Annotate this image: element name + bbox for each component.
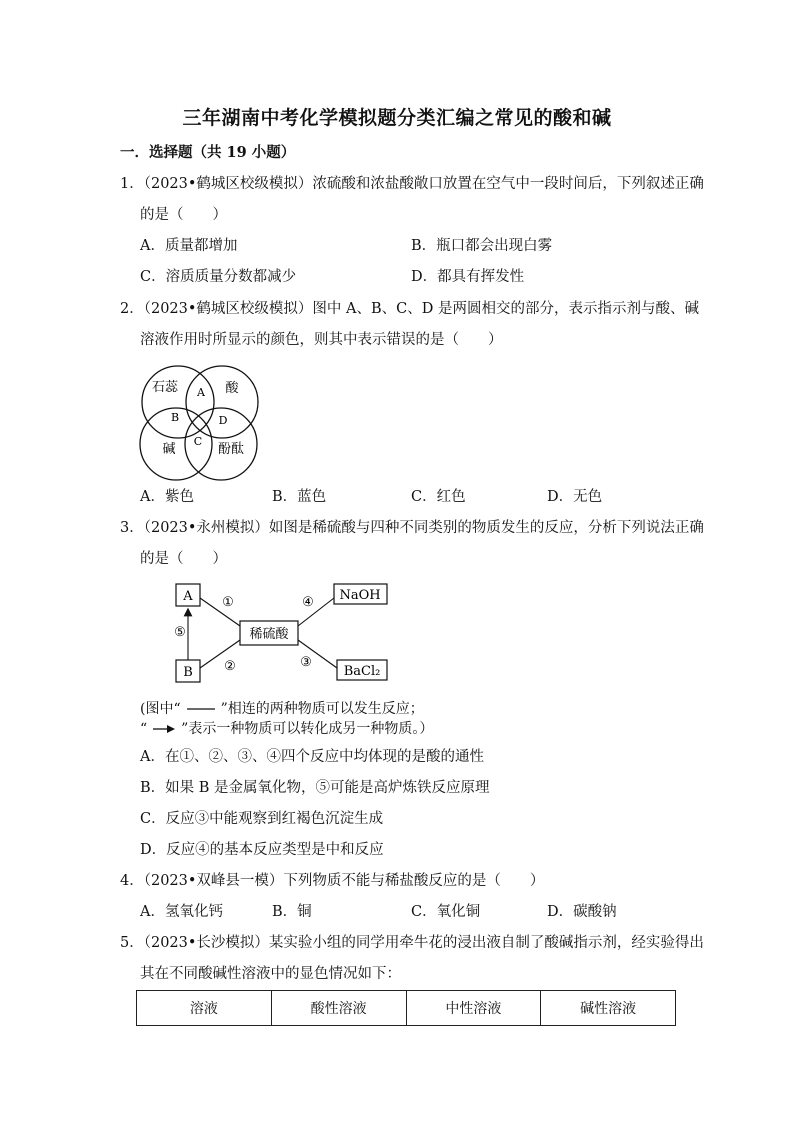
q1-stem-line2: 的是（ ） bbox=[140, 207, 227, 223]
label-acid: 酸 bbox=[225, 381, 239, 396]
circle-acid bbox=[186, 366, 258, 438]
reaction-5-label: ⑤ bbox=[174, 625, 186, 640]
q2-option-d: D．无色 bbox=[547, 489, 603, 505]
indicator-venn-diagram bbox=[135, 358, 265, 483]
table-header-cell: 碱性溶液 bbox=[541, 991, 676, 1026]
reaction-1-label: ① bbox=[222, 595, 234, 610]
q3-option-b: B．如果 B 是金属氧化物，⑤可能是高炉炼铁反应原理 bbox=[140, 780, 490, 796]
q2-stem-line2: 溶液作用时所显示的颜色，则其中表示错误的是（ ） bbox=[140, 332, 503, 348]
q4-option-d: D．碳酸钠 bbox=[547, 904, 617, 920]
q2-option-c: C．红色 bbox=[411, 489, 466, 505]
q3-stem-line1: 3．（2023•永州模拟）如图是稀硫酸与四种不同类别的物质发生的反应，分析下列说法正确 bbox=[120, 520, 704, 536]
label-litmus: 石蕊 bbox=[151, 380, 179, 395]
bacl2-label: BaCl₂ bbox=[343, 664, 381, 679]
region-c-label: C bbox=[193, 435, 203, 448]
section-heading: 一．选择题（共 19 小题） bbox=[120, 144, 296, 161]
naoh-label: NaOH bbox=[339, 588, 381, 603]
q1-stem-line1: 1．（2023•鹤城区校级模拟）浓硫酸和浓盐酸敞口放置在空气中一段时间后，下列叙述正确 bbox=[120, 176, 704, 192]
q4-option-a: A．氢氧化钙 bbox=[140, 904, 223, 920]
q3-option-a: A．在①、②、③、④四个反应中均体现的是酸的通性 bbox=[140, 749, 484, 765]
box-b-label: B bbox=[183, 665, 193, 680]
q1-option-d: D．都具有挥发性 bbox=[411, 269, 525, 285]
legend-arrow-prefix: “ bbox=[140, 721, 148, 737]
table-header-cell: 酸性溶液 bbox=[271, 991, 406, 1026]
legend-arrow-symbol bbox=[147, 724, 181, 734]
table-header-row bbox=[137, 991, 676, 1026]
q5-stem-line2: 其在不同酸碱性溶液中的显色情况如下： bbox=[140, 966, 401, 982]
q2-option-a: A．紫色 bbox=[140, 489, 194, 505]
q1-option-a: A．质量都增加 bbox=[140, 238, 238, 254]
legend-line-prefix: (图中“ bbox=[140, 701, 181, 717]
indicator-color-table bbox=[136, 990, 676, 1026]
region-d-label: D bbox=[218, 414, 228, 427]
q3-option-c: C．反应③中能观察到红褐色沉淀生成 bbox=[140, 811, 384, 827]
circle-litmus bbox=[142, 366, 214, 438]
table-header-cell: 中性溶液 bbox=[406, 991, 541, 1026]
q4-option-c: C．氧化铜 bbox=[411, 904, 481, 920]
region-b-label: B bbox=[170, 411, 180, 424]
reaction-4-label: ④ bbox=[302, 595, 314, 610]
document-title: 三年湖南中考化学模拟题分类汇编之常见的酸和碱 bbox=[182, 107, 612, 129]
legend-arrow-suffix: ”表示一种物质可以转化成另一种物质。） bbox=[181, 721, 434, 737]
q1-option-b: B．瓶口都会出现白雾 bbox=[411, 238, 553, 254]
q3-stem-line2: 的是（ ） bbox=[140, 551, 227, 567]
label-base: 碱 bbox=[162, 442, 176, 457]
q4-stem: 4．（2023•双峰县一模）下列物质不能与稀盐酸反应的是（ ） bbox=[120, 873, 545, 889]
q5-stem-line1: 5．（2023•长沙模拟）某实验小组的同学用牵牛花的浸出液自制了酸碱指示剂，经实验得出 bbox=[120, 935, 704, 951]
region-a-label: A bbox=[197, 386, 205, 399]
label-phenolphthalein: 酚酞 bbox=[217, 442, 245, 457]
sulfuric-acid-reaction-diagram bbox=[160, 578, 400, 688]
q1-option-c: C．溶质质量分数都减少 bbox=[140, 269, 297, 285]
box-a-label: A bbox=[183, 589, 193, 604]
legend-line-symbol bbox=[181, 704, 221, 714]
legend-line-suffix: ”相连的两种物质可以发生反应； bbox=[220, 701, 424, 717]
line-a-acid bbox=[200, 598, 240, 626]
reaction-2-label: ② bbox=[224, 659, 236, 674]
q3-option-d: D．反应④的基本反应类型是中和反应 bbox=[140, 842, 384, 858]
q2-option-b: B．蓝色 bbox=[272, 489, 327, 505]
q3-legend-line1 bbox=[140, 699, 424, 719]
reaction-3-label: ③ bbox=[300, 655, 312, 670]
center-label: 稀硫酸 bbox=[249, 627, 289, 642]
table-header-cell: 溶液 bbox=[137, 991, 272, 1026]
q4-option-b: B．铜 bbox=[272, 904, 312, 920]
q2-stem-line1: 2．（2023•鹤城区校级模拟）图中 A、B、C、D 是两圆相交的部分，表示指示剂与酸、碱 bbox=[120, 301, 699, 317]
q3-legend-line2 bbox=[140, 719, 433, 739]
